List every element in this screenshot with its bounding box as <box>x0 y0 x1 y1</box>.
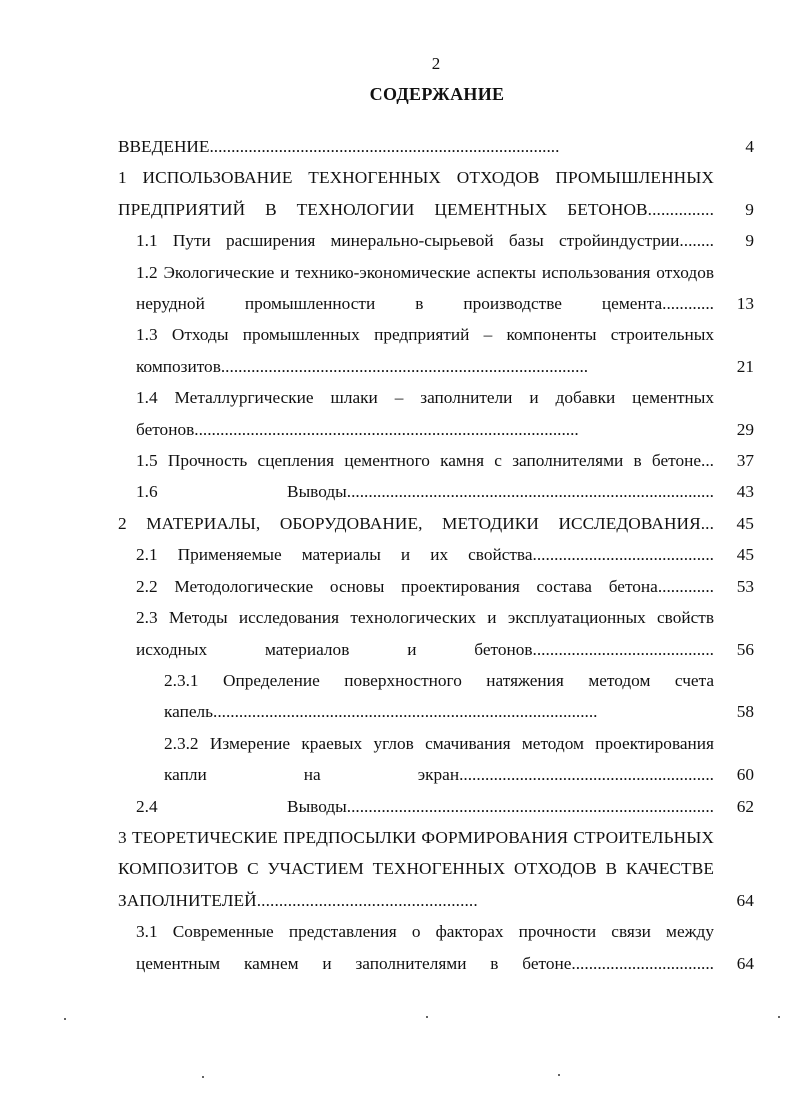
scan-speck <box>558 1074 560 1076</box>
toc-entry-text: 2.1 Применяемые материалы и их свойства.......................................... <box>136 545 714 565</box>
toc-entry-text: 2.2 Методологические основы проектирования состава бетона............. <box>136 576 714 596</box>
page-number: 2 <box>431 54 441 73</box>
toc-entry-page: 45 <box>736 545 754 565</box>
toc-entry-section-1-4[interactable] <box>118 382 754 445</box>
toc-entry-page: 13 <box>736 294 754 314</box>
toc-entry-text: 2.3.1 Определение поверхностного натяжения методом счета капель......................................................................................... <box>164 670 714 722</box>
toc-entry-chapter-3[interactable] <box>118 822 754 916</box>
toc-entry-section-1-2[interactable] <box>118 257 754 320</box>
toc-entry-page: 4 <box>745 137 754 156</box>
toc-entry-text: 2.3.2 Измерение краевых углов смачивания методом проектирования капли на экран........................................................... <box>164 733 714 785</box>
toc-entry-page: 43 <box>736 482 754 502</box>
toc-entry-page: 64 <box>736 953 754 973</box>
toc-entry-page: 21 <box>736 356 754 376</box>
toc-entry-page: 56 <box>736 639 754 659</box>
toc-entry-page: 29 <box>736 419 754 439</box>
toc-entry-page: 62 <box>736 796 754 816</box>
toc-entry-page: 9 <box>745 199 754 219</box>
toc-entry-chapter-2[interactable] <box>118 508 754 539</box>
toc-entry-text: 3 ТЕОРЕТИЧЕСКИЕ ПРЕДПОСЫЛКИ ФОРМИРОВАНИЯ СТРОИТЕЛЬНЫХ КОМПОЗИТОВ С УЧАСТИЕМ ТЕХНОГЕННЫХ ОТХОДОВ В КАЧЕСТВЕ ЗАПОЛНИТЕЛЕЙ.................................................. <box>118 827 714 910</box>
toc-entry-text: 1 ИСПОЛЬЗОВАНИЕ ТЕХНОГЕННЫХ ОТХОДОВ ПРОМЫШЛЕННЫХ ПРЕДПРИЯТИЙ В ТЕХНОЛОГИИ ЦЕМЕНТНЫХ БЕТОНОВ............... <box>118 168 714 219</box>
toc-entry-text: 3.1 Современные представления о факторах прочности связи между цементным камнем и заполнителями в бетоне................................. <box>136 922 714 973</box>
toc-entry-text: 1.5 Прочность сцепления цементного камня с заполнителями в бетоне... <box>136 451 714 471</box>
toc-entry-section-2-3-2[interactable] <box>118 728 754 791</box>
toc-entry-page: 45 <box>736 513 754 533</box>
table-of-contents <box>118 131 754 979</box>
toc-entry-page: 37 <box>736 451 754 471</box>
toc-entry-chapter-1[interactable] <box>118 162 754 225</box>
page-title: СОДЕРЖАНИЕ <box>369 84 505 104</box>
toc-entry-section-1-3[interactable] <box>118 319 754 382</box>
scan-speck <box>426 1016 428 1018</box>
toc-entry-text: 1.4 Металлургические шлаки – заполнители и добавки цементных бетонов......................................................................................... <box>136 388 714 439</box>
toc-entry-section-3-1[interactable] <box>118 916 754 979</box>
scan-speck <box>64 1018 66 1020</box>
toc-entry-section-2-1[interactable] <box>118 539 754 570</box>
scan-speck <box>202 1076 204 1078</box>
toc-entry-text: 2.4 Выводы..................................................................................... <box>136 796 714 816</box>
toc-entry-page: 58 <box>736 702 754 722</box>
toc-entry-section-2-4[interactable] <box>118 791 754 822</box>
toc-entry-page: 9 <box>745 231 754 251</box>
toc-entry-page: 60 <box>736 765 754 785</box>
toc-entry-text: 1.1 Пути расширения минерально-сырьевой базы стройиндустрии........ <box>136 231 714 251</box>
toc-entry-text: 1.2 Экологические и технико-экономические аспекты использования отходов нерудной промышленности в производстве цемента............ <box>136 262 714 314</box>
toc-entry-text: 2.3 Методы исследования технологических и эксплуатационных свойств исходных материалов и бетонов.......................................... <box>136 608 714 659</box>
toc-entry-section-2-3[interactable] <box>118 602 754 665</box>
toc-entry-section-1-5[interactable] <box>118 445 754 476</box>
toc-entry-text: ВВЕДЕНИЕ................................................................................. <box>118 137 560 156</box>
toc-entry-section-2-3-1[interactable] <box>118 665 754 728</box>
toc-entry-page: 53 <box>736 576 754 596</box>
scan-speck <box>778 1016 780 1018</box>
toc-entry-page: 64 <box>736 890 754 910</box>
toc-entry-text: 1.3 Отходы промышленных предприятий – компоненты строительных композитов..................................................................................... <box>136 325 714 376</box>
toc-entry-section-2-2[interactable] <box>118 571 754 602</box>
toc-entry-text: 1.6 Выводы..................................................................................... <box>136 482 714 502</box>
toc-entry-introduction[interactable] <box>118 131 754 162</box>
toc-entry-section-1-6[interactable] <box>118 476 754 507</box>
toc-entry-section-1-1[interactable] <box>118 225 754 256</box>
toc-entry-text: 2 МАТЕРИАЛЫ, ОБОРУДОВАНИЕ, МЕТОДИКИ ИССЛЕДОВАНИЯ... <box>118 513 714 533</box>
